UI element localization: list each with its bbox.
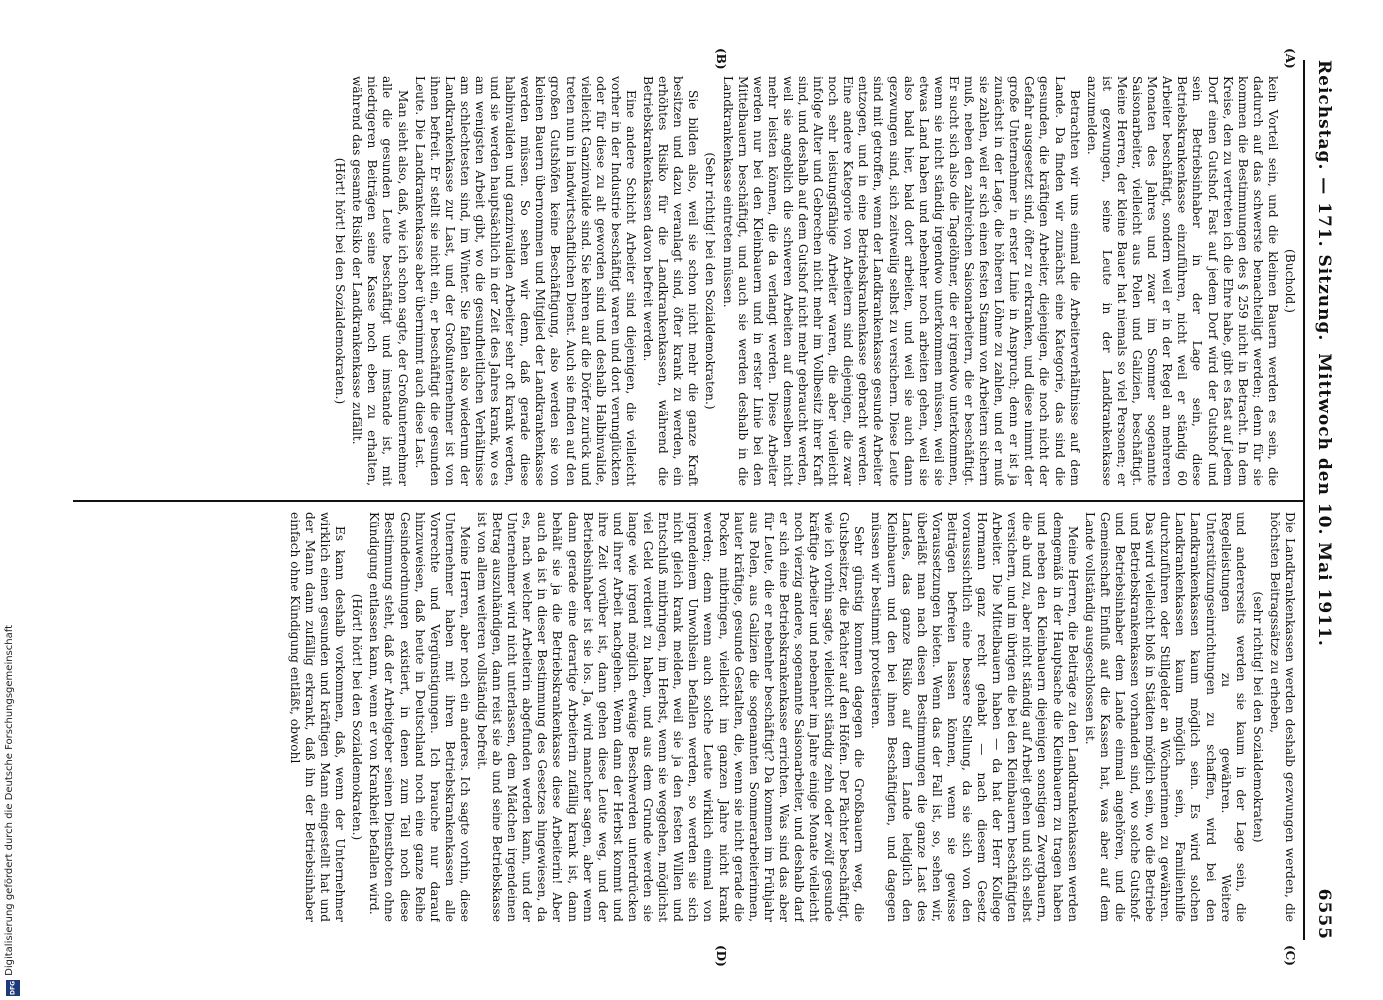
header-rule xyxy=(1303,60,1305,940)
paragraph: Sie bilden also, weil sie schon nicht mehr die ganze Kraft besitzen und dazu veranlagt sind, öfter krank zu werden, ein erhöhtes Risiko für die Landkrankenkassen, während die Betriebskrankenkassen davon befreit werden. xyxy=(641,76,701,486)
left-column xyxy=(82,76,1297,486)
paragraph: (Hört! hört! bei den Sozialdemokraten.) xyxy=(350,593,365,841)
credit-text: Digitalisierung gefördert durch die Deutsche Forschungsgemeinschaft xyxy=(4,625,15,976)
paragraph: (Buchold.) xyxy=(1283,249,1297,313)
paragraph: und andererseits werden sie kaum in der Lage sein, die Regelleistungen zu gewähren. Weitere Unterstützungseinrichtungen zu schaffen, wird bei den Landkrankenkassen kaum möglich sein. Es wird solchen Landkrankenkassen kaum möglich sein, Familienhilfe durchzuführen oder Stillgelder an Wöchnerinnen zu gewähren. Das wird vielleicht bloß in Städten möglich sein, wo die Betriebe und Betriebskrankenkassen vorhanden sind, wo solche Gutshof- und Betriebsinhaber dem Lande einmal angehören, und die Gemeinschaft Einfluß auf die Kassen hat, was aber auf dem Lande vollständig ausgeschlossen ist. xyxy=(1082,512,1248,922)
paragraph: Meine Herren, die Beiträge zu den Landkrankenkassen werden demgemäß in der Hauptsache die Kleinbauern zu tragen haben und neben den Kleinbauern diejenigen sonstigen Zwergbauern, die ab und zu, aber nicht ständig auf Arbeit gehen und sich selbst versichern, und im übrigen die bei den Kleinbauern beschäftigten Arbeiter. Die Mittelbauern haben — da hat der Herr Kollege Hormann ganz recht gehabt — nach diesem Gesetz vorausssichtlich eine bessere Stellung, da sie sich von den Beiträgen befreien lassen können, wenn sie gewisse Voraussetzungen bieten. Wenn das der Fall ist, so, sehen wir, überläßt man nach diesen Bestimmungen die ganze Last des Landes, das ganze Risiko auf dem Lande lediglich den Kleinbauern und den bei ihnen Beschäftigten, und dagegen müssen wir bestimmt protestieren. xyxy=(869,512,1080,922)
paragraph: Eine andere Schicht Arbeiter sind diejenigen, die vielleicht vorher in der Industrie beschäftigt waren und dort verunglückten oder für diese zu alt geworden sind und deshalb Halbinvalide, vielleicht Ganzinvalide sind. Sie kehren auf die Dörfer zurück und treten nun in landwirtschaftlichen Dienst. Auch sie finden auf den großen Gutshöfen keine Beschäftigung, also werden sie von kleinen Bauern übernommen und Mitglied der Landkrankenkasse werden müssen. So sehen wir denn, daß gerade diese halbinvaliden und ganzinvaliden Arbeiter sehr oft krank werden, und sie werden hauptsächlich in der Zeit des Jahres krank, wo es am wenigsten Arbeit gibt, wo die gesundheitlichen Verhältnisse am schlechtesten sind, im Winter. Sie fallen also wiederum der Landkrankenkasse zur Last, und der Großunternehmer ist von ihnen befreit. Er stellt sie nicht ein, er beschäftigt die gesunden Leute. Die Landkrankenkasse aber übernimmt auch diese Last. xyxy=(412,76,638,486)
paragraph: Die Landkrankenkassen werden deshalb gezwungen werden, die höchsten Beitragssätze zu erheben, xyxy=(1267,512,1297,922)
page-number: 6555 xyxy=(1314,888,1334,940)
margin-marker-a: (A) xyxy=(1283,48,1297,69)
header-date: Mittwoch den 10. Mai 1911. xyxy=(1314,353,1334,647)
column-divider xyxy=(73,500,1303,502)
right-column xyxy=(82,512,1297,922)
page-header xyxy=(1308,60,1338,940)
paragraph: (sehr richtig! bei den Sozialdemokraten) xyxy=(1250,591,1265,843)
paragraph: Betrachten wir uns einmal die Arbeiterverhältnisse auf dem Lande. Da finden wir zunächst eine Kategorie, das sind die gesunden, die kräftigen Arbeiter, diejenigen, die noch nicht der Gefahr ausgesetzt sind, öfter zu erkranken, und diese nimmt der große Unternehmer in erster Linie in Anspruch; denn er ist ja zunächst in der Lage, die höheren Löhne zu zahlen, und er muß sie zahlen, weil er sich einen festen Stamm von Arbeitern sichern muß, neben den zahlreichen Saisonarbeitern, die er beschäftigt. Er sucht sich also die Tagelöhner, die er irgendwo unterkommen, wenn sie nicht ständig irgendwo unterkommen müssen, weil sie etwas Land haben und nebenher noch arbeiten gehen, weil sie also bald hier, bald dort arbeiten, und weil sie auch dann gezwungen sind, sich zeitweilig selbst zu versichern. Diese Leute sind mit getroffen, wenn der Landkrankenkasse gesunde Arbeiter entzogen, und in eine Betriebskrankenkasse gebracht werden. Eine andere Kategorie von Arbeitern sind diejenigen, die zwar noch sehr leistungsfähige Arbeiter waren, die aber vielleicht infolge Alter und Gebrechen nicht mehr im Vollbesitz ihrer Kraft sind, und deshalb auf dem Gutshof nicht mehr gebraucht werden, weil sie angeblich die schweren Arbeiten auf demselben nicht mehr leisten können, die da verlangt werden. Diese Arbeiter werden nur bei den Kleinbauern und in erster Linie bei den Mittelbauern beschäftigt, und auch sie werden deshalb in die Landkrankenkasse eintreten müssen. xyxy=(720,76,1082,486)
margin-marker-b: (B) xyxy=(714,48,728,70)
header-session: Reichstag. — 171. Sitzung. xyxy=(1314,60,1334,342)
paragraph: (Sehr richtig! bei den Sozialdemokraten.) xyxy=(703,152,718,410)
paragraph: (Hört! hört! bei den Sozialdemokraten.) xyxy=(333,157,348,405)
paragraph: Meine Herren, aber noch ein anderes. Ich sagte vorhin, diese Unternehmer haben mit ihren Betriebskrankenkassen alle Vorrechte und Vergünstigungen. Ich brauche nur darauf hinzuweisen, daß heute in Deutschland noch eine ganze Reihe Gesindeordnungen existiert, in denen zum Teil noch diese Bestimmung steht, daß der Arbeitgeber seinen Dienstboten ohne Kündigung entlassen kann, wenn er von Krankheit befallen wird. xyxy=(367,512,472,922)
margin-marker-c: (C) xyxy=(1283,945,1297,966)
margin-marker-d: (D) xyxy=(714,945,728,967)
paragraph: Sehr günstig kommen dagegen die Großbauern weg, die Gutsbesitzer, die Pächter auf den Höfen. Der Pächter beschäftigt, wie ich vorhin sagte, vielleicht ständig zehn oder zwölf gesunde kräftige Arbeiter und nebenher im Jahre einige Monate vielleicht noch vierzig andere, sogenannte Saisonarbeiter, und deshalb darf er sich eine Betriebskrankenkasse errichten. Was sind das aber für Leute, die er nebenher beschäftigt? Da kommen im Frühjahr aus Polen, aus Galizien die sogenannten Sommerarbeiterinnen, lauter kräftige, gesunde Gestalten, die, wenn sie nicht gerade die Pocken mitbringen, vielleicht im ganzen Jahre nicht krank werden; denn wenn auch solche Leute wirklich einmal von irgendeinem Unwohlsein befallen werden, so werden sie sich nicht gleich krank melden, weil sie ja den festen Willen und Entschluß mitbringen, im Herbst, wenn sie weggehen, möglichst viel Geld verdient zu haben, und aus dem Grunde werden sie lange wie irgend möglich etwaige Beschwerden unterdrücken und ihrer Arbeit nachgehen. Wenn dann der Herbst kommt und ihre Zeit vorüber ist, dann gehen diese Leute weg, und der Betriebsinhaber ist sie los. Ja, wird mancher sagen, aber wenn dann gerade eine derartige Arbeiterin zufällig krank ist, dann behält sie ja die Betriebskrankenkasse diese Arbeiterin! Aber auch da ist in dieser Bestimmung des Gesetzes hingewiesen, da es, nach welcher Arbeiterin abgefunden werden kann, und der Unternehmer wird nicht unterlassen, dem Mädchen irgendeinen Betrag auszuhändigen, dann reist sie ab und seine Betriebskasse ist von allem weiteren vollständig befreit. xyxy=(475,512,867,922)
paragraph: Man sieht also, daß, wie ich schon sagte, der Großunternehmer alle die gesunden Leute beschäftigt und imstande ist, mit niedrigeren Beiträgen seine Kasse noch eben zu erhalten, während das gesamte Risiko der Landkrankenkasse zufällt. xyxy=(350,76,410,486)
paragraph: Es kann deshalb vorkommen, daß, wenn der Unternehmer wirklich einen gesunden und kräftigen Mann eingestellt hat und der Mann dann zufällig erkrankt, daß ihn der Betriebsinhaber einfach ohne Kündigung entläßt, obwohl xyxy=(287,512,348,922)
dfg-logo: DFG xyxy=(6,980,20,996)
paragraph: kein Vorteil sein, und die kleinen Bauern werden es sein, die dadurch auf das schwerste benachteiligt werden; denn für sie kommen die Bestimmungen des § 259 nicht in Betracht. In dem Kreise, den zu vertreten ich die Ehre habe, gibt es fast auf jedem Dorf einen Gutshof. Fast auf jedem Dorf wird der Gutshof und sein Betriebsinhaber in der Lage sein, diese Betriebskrankenkasse einzuführen, nicht weil er ständig 60 Arbeiter beschäftigt, sondern weil er in der Regel an mehreren Monaten des Jahres und zwar im Sommer sogenannte Saisonarbeiter, vielleicht aus Polen und Galizien, beschäftigt. Meine Herren, der kleine Bauer hat niemals so viel Personen; er ist gezwungen, seine Leute in der Landkrankenkasse anzumelden. xyxy=(1084,76,1280,486)
